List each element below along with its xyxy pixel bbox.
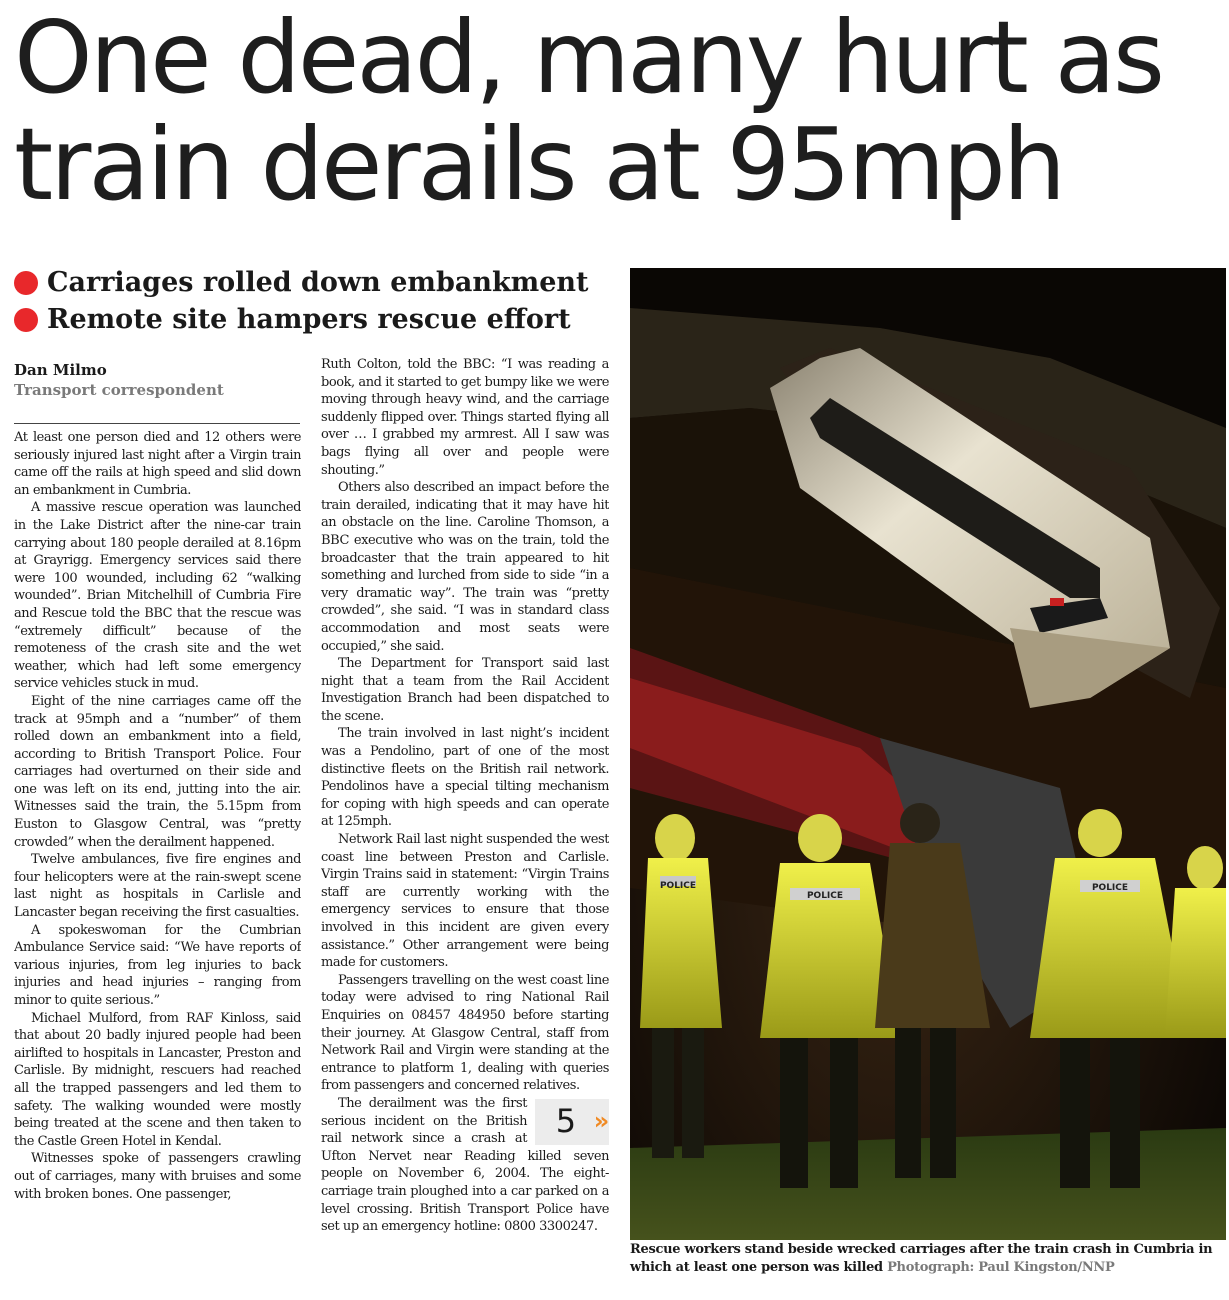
bullet-text: Carriages rolled down embankment <box>47 267 589 298</box>
author-name: Dan Milmo <box>14 361 107 379</box>
paragraph: Witnesses spoke of passengers crawling out of carriages, many with bruises and some with broken bones. One passenger, <box>14 1151 301 1202</box>
paragraph: Eight of the nine carriages came off the track at 95mph and a “number” of them rolled down an embankment into a field, according to British Transport Police. Four carriages had overturned on their side and one was left on its end, jutting into the air. Witnesses said the train, the 5.15pm from Euston to Glasgow Central, was “pretty crowded” when the derailment happened. <box>14 693 301 850</box>
headline-line-1: One dead, many hurt as <box>14 0 1163 116</box>
paragraph: Network Rail last night suspended the west coast line between Preston and Carlisle. Virgin Trains said in statement: “Virgin Trains staff are currently working with the emergency services to ensure that those involved in this incident are given every assistance.” Other arrangement were being made for customers. <box>321 832 609 971</box>
paragraph: The train involved in last night’s incident was a Pendolino, part of one of the most distinctive fleets on the British rail network. Pendolinos have a special tilting mechanism for coping with high speeds and can operate at 125mph. <box>321 726 609 830</box>
paragraph: Ruth Colton, told the BBC: “I was reading a book, and it started to get bumpy like we were moving through heavy wind, and the carriage suddenly flipped over. Things started flying all over … I grabbed my armrest. All I saw was bags flying all over and people were shouting.” <box>321 357 609 478</box>
news-photo <box>630 268 1226 1240</box>
paragraph: At least one person died and 12 others were seriously injured last night after a Virgin train came off the rails at high speed and slid down an embankment in Cumbria. <box>14 430 301 498</box>
paragraph-text: The derailment was the first serious incident on the British rail network since a crash at Ufton Nervet near Reading killed seven people on November 6, 2004. The eight-carriage train ploughed into a car parked on a level crossing. British Transport Police have set up an emergency hotline: 0800 3300247. <box>321 1095 609 1235</box>
photo-credit: Photograph: Paul Kingston/NNP <box>887 1260 1115 1275</box>
paragraph: The Department for Transport said last night that a team from the Rail Accident Investigation Branch had been dispatched to the scene. <box>321 656 609 724</box>
page-number: 5 <box>555 1102 576 1141</box>
article-column-2 <box>321 356 609 1284</box>
jacket-label: POLICE <box>806 891 844 901</box>
jacket-label: POLICE <box>1091 883 1129 893</box>
author-role: Transport correspondent <box>14 381 224 399</box>
paragraph: Passengers travelling on the west coast line today were advised to ring National Rail Enquiries on 08457 484950 before starting their journey. At Glasgow Central, staff from Network Rail and Virgin were standing at the entrance to platform 1, dealing with queries from passengers and concerned relatives. <box>321 972 609 1094</box>
red-bullet-icon <box>14 271 38 295</box>
bullet-text: Remote site hampers rescue effort <box>47 304 571 335</box>
paragraph: Twelve ambulances, five fire engines and four helicopters were at the rain-swept scene last night as hospitals in Carlisle and Lancaster began receiving the first casualties. <box>14 852 301 921</box>
paragraph: Michael Mulford, from RAF Kinloss, said that about 20 badly injured people had been airlifted to hospitals in Lancaster, Preston and Carlisle. By midnight, rescuers had reached all the trapped passengers and led them to safety. The walking wounded were mostly being treated at the scene and then taken to the Castle Green Hotel in Kendal. <box>14 1010 301 1149</box>
page-reference[interactable] <box>535 1099 609 1145</box>
jacket-label: POLICE <box>659 881 697 891</box>
headline <box>14 0 1224 223</box>
caption-text: Rescue workers stand beside wrecked carriages after the train crash in Cumbria in which at least one person was killed <box>630 1242 1213 1275</box>
bullet-item <box>14 301 614 338</box>
headline-line-2: train derails at 95mph <box>14 106 1064 223</box>
paragraph: Others also described an impact before the train derailed, indicating that it may have hit an obstacle on the line. Caroline Thomson, a BBC executive who was on the train, told the broadcaster that the train appeared to hit something and lurched from side to side “in a very dramatic way”. The train was “pretty crowded”, she said. “I was in standard class accommodation and most seats were occupied,” she said. <box>321 480 609 654</box>
photo-caption <box>630 1241 1226 1277</box>
byline <box>14 360 300 400</box>
paragraph-final <box>321 1095 609 1236</box>
paragraph: A massive rescue operation was launched in the Lake District after the nine-car train carrying about 180 people derailed at 8.16pm at Grayrigg. Emergency services said there were 100 wounded, including 62 “walking wounded”. Brian Mitchelhill of Cumbria Fire and Rescue told the BBC that the rescue was “extremely difficult” because of the remoteness of the crash site and the wet weather, which had left some emergency service vehicles stuck in mud. <box>14 500 301 692</box>
article-column-1 <box>14 429 301 1284</box>
red-bullet-icon <box>14 308 38 332</box>
bullet-item <box>14 264 614 301</box>
double-chevron-icon: » <box>593 1107 606 1136</box>
paragraph: A spokeswoman for the Cumbrian Ambulance Service said: “We have reports of various injuries, from leg injuries to back injuries and head injuries – ranging from minor to quite serious.” <box>14 922 301 1008</box>
byline-divider <box>14 423 300 424</box>
standfirst-bullets <box>14 264 614 338</box>
